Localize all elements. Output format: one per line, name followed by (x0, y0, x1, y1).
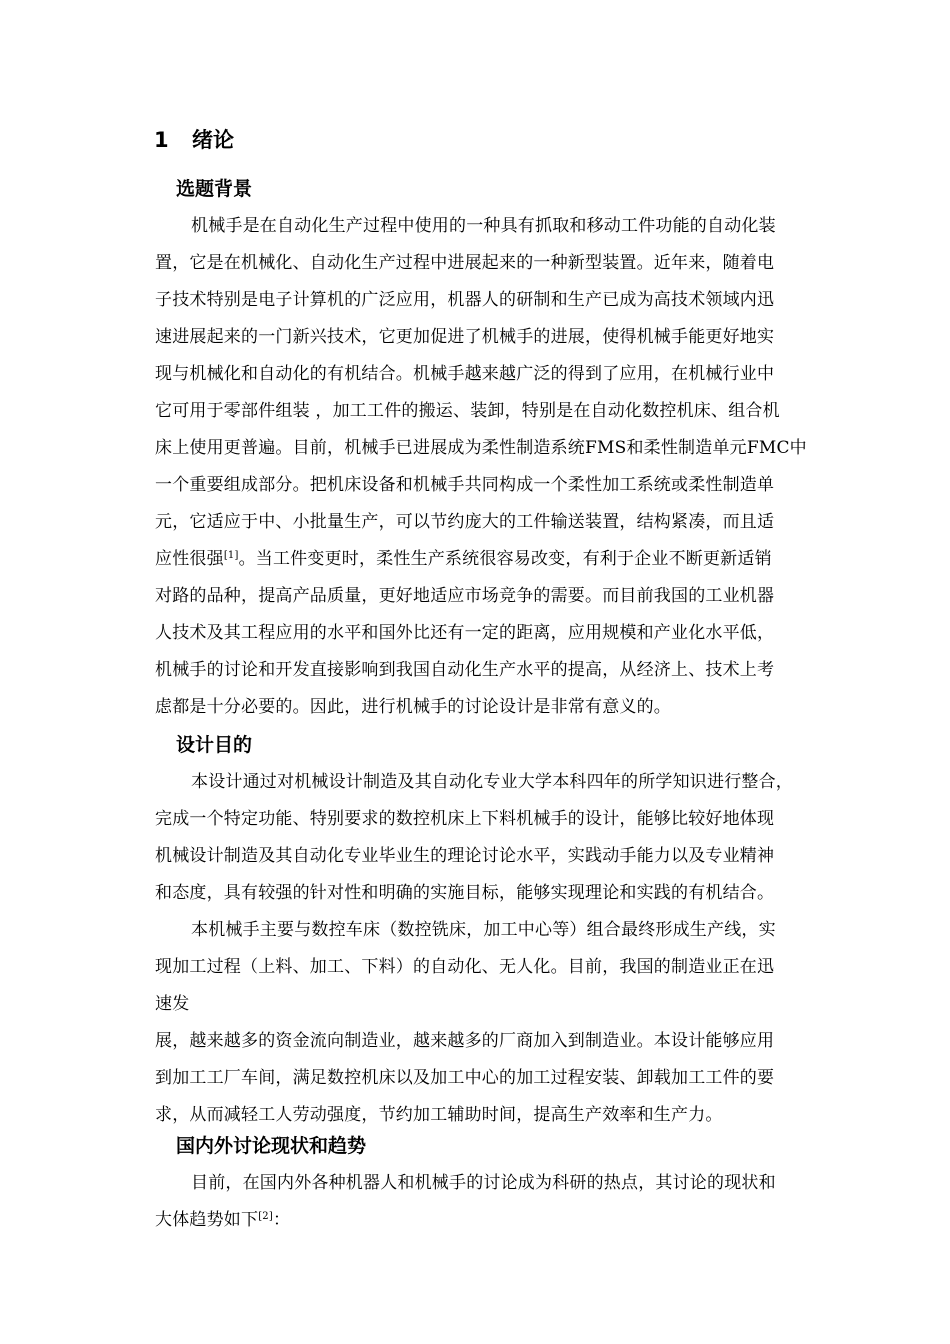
chapter-title: 绪论 (192, 128, 234, 152)
chapter-number: 1 (154, 128, 169, 152)
section-heading: 选题背景 (176, 178, 253, 200)
paragraph-line: 现与机械化和自动化的有机结合。机械手越来越广泛的得到了应用，在机械行业中 (155, 364, 775, 384)
paragraph-line: 速发 (155, 994, 190, 1014)
paragraph-line: 机械手是在自动化生产过程中使用的一种具有抓取和移动工件功能的自动化装 (191, 216, 776, 236)
paragraph-line: 它可用于零部件组装 ，加工工件的搬运、装卸，特别是在自动化数控机床、组合机 (155, 401, 780, 421)
paragraph-line: 展，越来越多的资金流向制造业，越来越多的厂商加入到制造业。本设计能够应用 (155, 1031, 775, 1051)
section-heading: 国内外讨论现状和趋势 (176, 1135, 367, 1157)
paragraph-line: 机械设计制造及其自动化专业毕业生的理论讨论水平，实践动手能力以及专业精神 (155, 846, 775, 866)
citation-ref: [2] (258, 1211, 273, 1222)
paragraph-line: 人技术及其工程应用的水平和国外比还有一定的距离，应用规模和产业化水平低， (155, 623, 775, 643)
text-run: 大体趋势如下 (155, 1210, 259, 1230)
paragraph-line: 和态度，具有较强的针对性和明确的实施目标，能够实现理论和实践的有机结合。 (155, 883, 775, 903)
paragraph-line: 目前，在国内外各种机器人和机械手的讨论成为科研的热点，其讨论的现状和 (191, 1173, 776, 1193)
paragraph-line: 到加工工厂车间，满足数控机床以及加工中心的加工过程安装、卸载加工工件的要 (155, 1068, 775, 1088)
paragraph-line: 虑都是十分必要的。因此，进行机械手的讨论设计是非常有意义的。 (155, 697, 671, 717)
paragraph-line: 速进展起来的一门新兴技术，它更加促进了机械手的进展，使得机械手能更好地实 (155, 327, 775, 347)
paragraph-line: 一个重要组成部分。把机床设备和机械手共同构成一个柔性加工系统或柔性制造单 (155, 475, 775, 495)
text-run: 。当工件变更时，柔性生产系统很容易改变，有利于企业不断更新适销 (238, 549, 772, 569)
text-run: ： (272, 1210, 291, 1230)
text-run: 应性很强 (155, 549, 224, 569)
paragraph-line: 现加工过程（上料、加工、下料）的自动化、无人化。目前，我国的制造业正在迅 (155, 957, 775, 977)
citation-ref: [1] (223, 550, 239, 561)
paragraph-line: 对路的品种，提高产品质量，更好地适应市场竞争的需要。而目前我国的工业机器 (155, 586, 775, 606)
paragraph-line: 置，它是在机械化、自动化生产过程中进展起来的一种新型装置。近年来，随着电 (155, 253, 775, 273)
paragraph-line: 本设计通过对机械设计制造及其自动化专业大学本科四年的所学知识进行整合， (191, 772, 793, 792)
paragraph-line: 求，从而减轻工人劳动强度，节约加工辅助时间，提高生产效率和生产力。 (155, 1105, 723, 1125)
paragraph-line: 完成一个特定功能、特别要求的数控机床上下料机械手的设计，能够比较好地体现 (155, 809, 775, 829)
paragraph-line: 子技术特别是电子计算机的广泛应用，机器人的研制和生产已成为高技术领域内迅 (155, 290, 775, 310)
paragraph-line: 床上使用更普遍。目前，机械手已进展成为柔性制造系统FMS和柔性制造单元FMC中 (155, 438, 807, 458)
paragraph-line: 元，它适应于中、小批量生产，可以节约庞大的工件输送装置，结构紧凑，而且适 (155, 512, 775, 532)
paragraph-line: 本机械手主要与数控车床（数控铣床，加工中心等）组合最终形成生产线，实 (191, 920, 776, 940)
paragraph-line-with-ref (155, 1205, 290, 1230)
paragraph-line-with-ref (155, 544, 772, 569)
paragraph-line: 机械手的讨论和开发直接影响到我国自动化生产水平的提高，从经济上、技术上考 (155, 660, 775, 680)
chapter-heading (154, 124, 234, 154)
section-heading: 设计目的 (176, 734, 253, 756)
